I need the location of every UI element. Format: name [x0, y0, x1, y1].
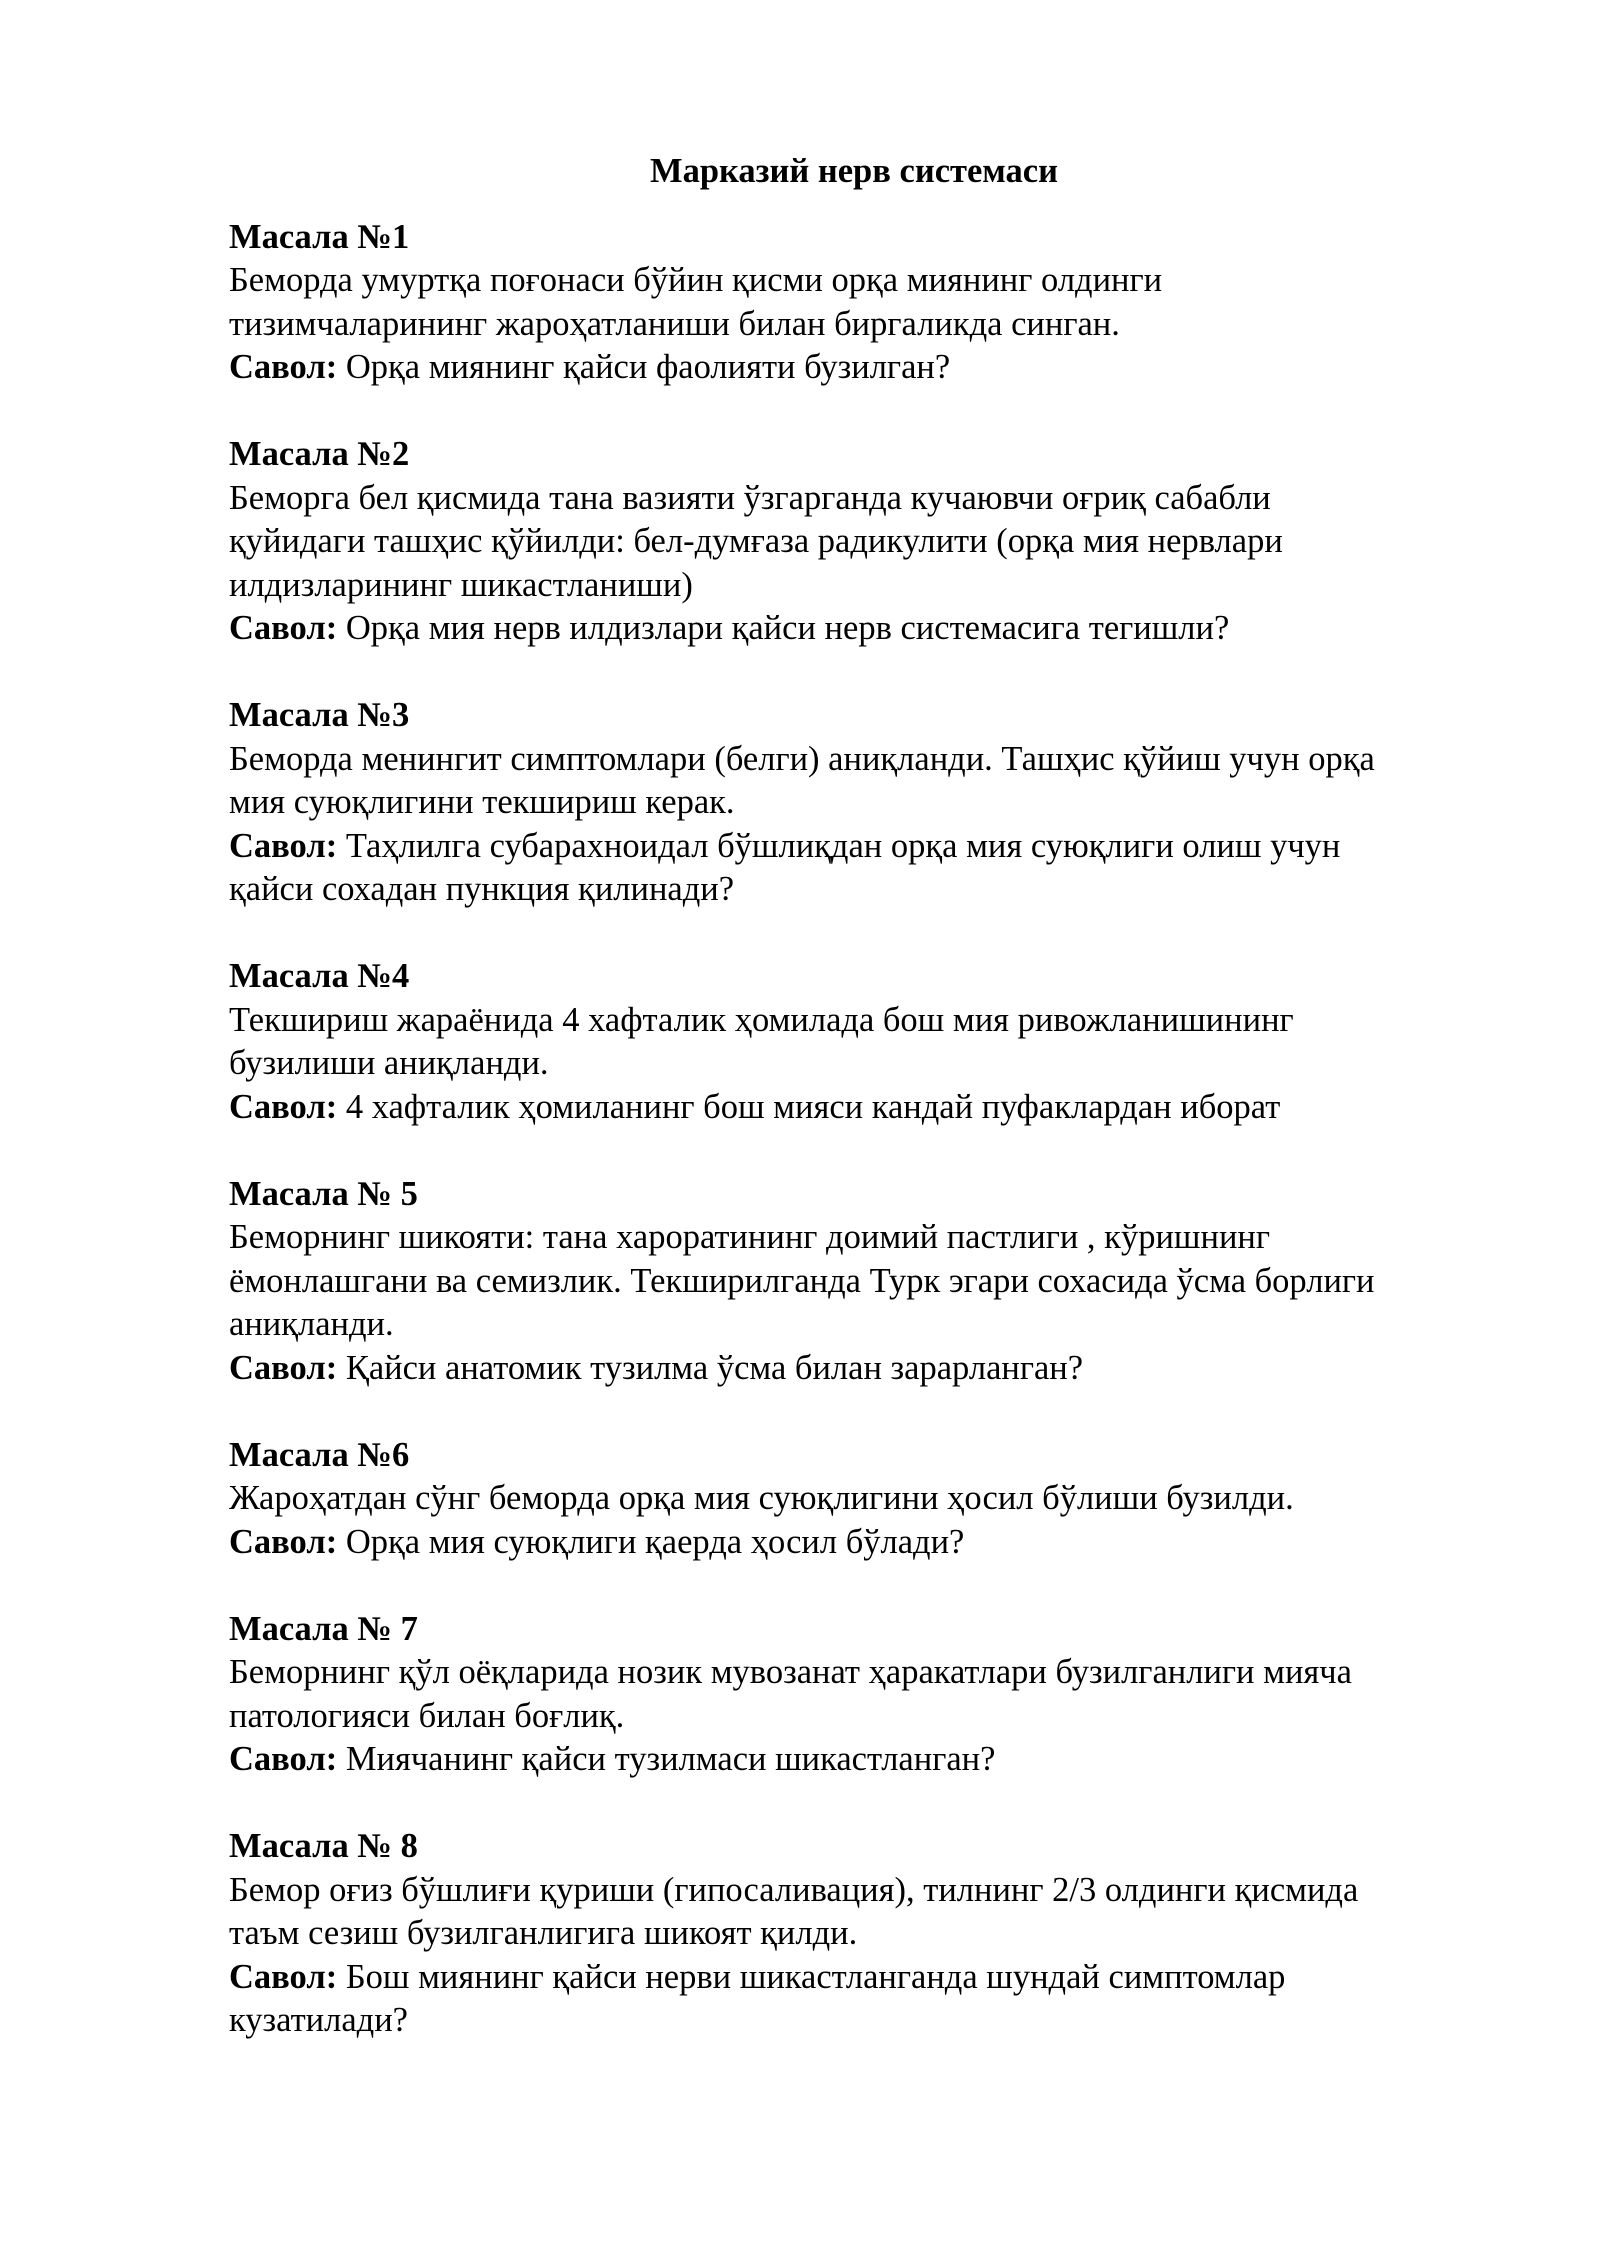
problem-7	[229, 1608, 1529, 1782]
question-text: Миячанинг қайси тузилмаси шикастланган?	[337, 1740, 996, 1778]
question-label: Савол:	[229, 1522, 338, 1561]
question-label: Савол:	[229, 1957, 338, 1996]
problem-text-line: мия суюқлигини текшириш керак.	[229, 783, 735, 821]
document-body	[229, 150, 1529, 2086]
problem-5	[229, 1173, 1529, 1391]
problem-text-line: Беморнинг қўл оёқларида нозик мувозанат ҳаракатлари бузилганлиги мияча	[229, 1653, 1352, 1691]
question-text: Орқа миянинг қайси фаолияти бузилган?	[337, 348, 951, 386]
problem-text-line: Жароҳатдан сўнг беморда орқа мия суюқлигини ҳосил бўлиши бузилди.	[229, 1479, 1294, 1517]
question-text: Орқа мия нерв илдизлари қайси нерв системасига тегишли?	[337, 609, 1230, 647]
question-label: Савол:	[229, 348, 338, 386]
problem-text-line: Беморда умуртқа поғонаси бўйин қисми орқа миянинг олдинги	[229, 261, 1163, 299]
problem-heading: Масала №6	[229, 1435, 410, 1474]
problem-heading: Масала №3	[229, 696, 410, 734]
problem-question	[229, 1347, 1529, 1391]
problem-question	[229, 1521, 1529, 1565]
question-continuation: кузатилади?	[229, 2001, 408, 2039]
problem-text-line: бузилиши аниқланди.	[229, 1044, 549, 1082]
problem-text-line: ёмонлашгани ва семизлик. Текширилганда Турк эгари сохасида ўсма борлиги	[229, 1261, 1375, 1300]
document-title: Марказий нерв системаси	[650, 152, 1058, 190]
question-label: Савол:	[229, 609, 338, 647]
problem-text-line: Беморда менингит симптомлари (белги) аниқланди. Ташҳис қўйиш учун орқа	[229, 739, 1375, 778]
problem-2	[229, 433, 1529, 651]
problem-text-line: қуйидаги ташҳис қўйилди: бел-думғаза радикулити (орқа мия нервлари	[229, 522, 1283, 560]
question-label: Савол:	[229, 826, 338, 865]
problem-text-line: илдизларининг шикастланиши)	[229, 565, 693, 604]
question-label: Савол:	[229, 1740, 338, 1778]
problem-text-line: таъм сезиш бузилганлигига шикоят қилди.	[229, 1914, 858, 1952]
problem-text-line: Беморнинг шикояти: тана хароратининг доимий пастлиги , кўришнинг	[229, 1218, 1271, 1256]
problem-question	[229, 1738, 1529, 1782]
problem-text-line: Бемор оғиз бўшлиғи қуриши (гипосаливация), тилнинг 2/3 олдинги қисмида	[229, 1870, 1359, 1909]
problem-question	[229, 825, 1529, 869]
problem-3	[229, 694, 1529, 912]
problem-heading: Масала №2	[229, 435, 410, 473]
problem-heading: Масала № 8	[229, 1827, 418, 1865]
problem-heading: Масала № 7	[229, 1609, 418, 1648]
problem-text-line: патологияси билан боғлиқ.	[229, 1696, 625, 1735]
question-label: Савол:	[229, 1348, 338, 1387]
question-text: Таҳлилга субарахноидал бўшлиқдан орқа мия суюқлиги олиш учун	[337, 826, 1341, 865]
problem-question	[229, 1086, 1529, 1130]
question-continuation: қайси сохадан пункция қилинади?	[229, 870, 735, 908]
problem-question	[229, 607, 1529, 651]
problem-4	[229, 955, 1529, 1129]
problem-text-line: тизимчаларининг жароҳатланиши билан биргаликда синган.	[229, 304, 1120, 343]
problem-heading: Масала №1	[229, 217, 410, 256]
problem-text-line: Текшириш жараёнида 4 хафталик ҳомилада бош мия ривожланишининг	[229, 1000, 1294, 1039]
question-text: Бош миянинг қайси нерви шикастланганда шундай симптомлар	[337, 1957, 1286, 1996]
question-text: Қайси анатомик тузилма ўсма билан зарарланган?	[337, 1348, 1084, 1387]
problem-question	[229, 1956, 1529, 2000]
problem-heading: Масала №4	[229, 957, 410, 995]
problem-text-line: Беморга бел қисмида тана вазияти ўзгарганда кучаювчи оғриқ сабабли	[229, 478, 1271, 517]
question-text: Орқа мия суюқлиги қаерда ҳосил бўлади?	[337, 1522, 965, 1561]
problem-1	[229, 216, 1529, 390]
problem-heading: Масала № 5	[229, 1174, 418, 1213]
question-label: Савол:	[229, 1087, 338, 1126]
question-text: 4 хафталик ҳомиланинг бош мияси кандай пуфаклардан иборат	[337, 1087, 1281, 1126]
problem-text-line: аниқланди.	[229, 1305, 394, 1343]
problem-8	[229, 1825, 1529, 2043]
problem-6	[229, 1434, 1529, 1565]
problem-question	[229, 346, 1529, 390]
